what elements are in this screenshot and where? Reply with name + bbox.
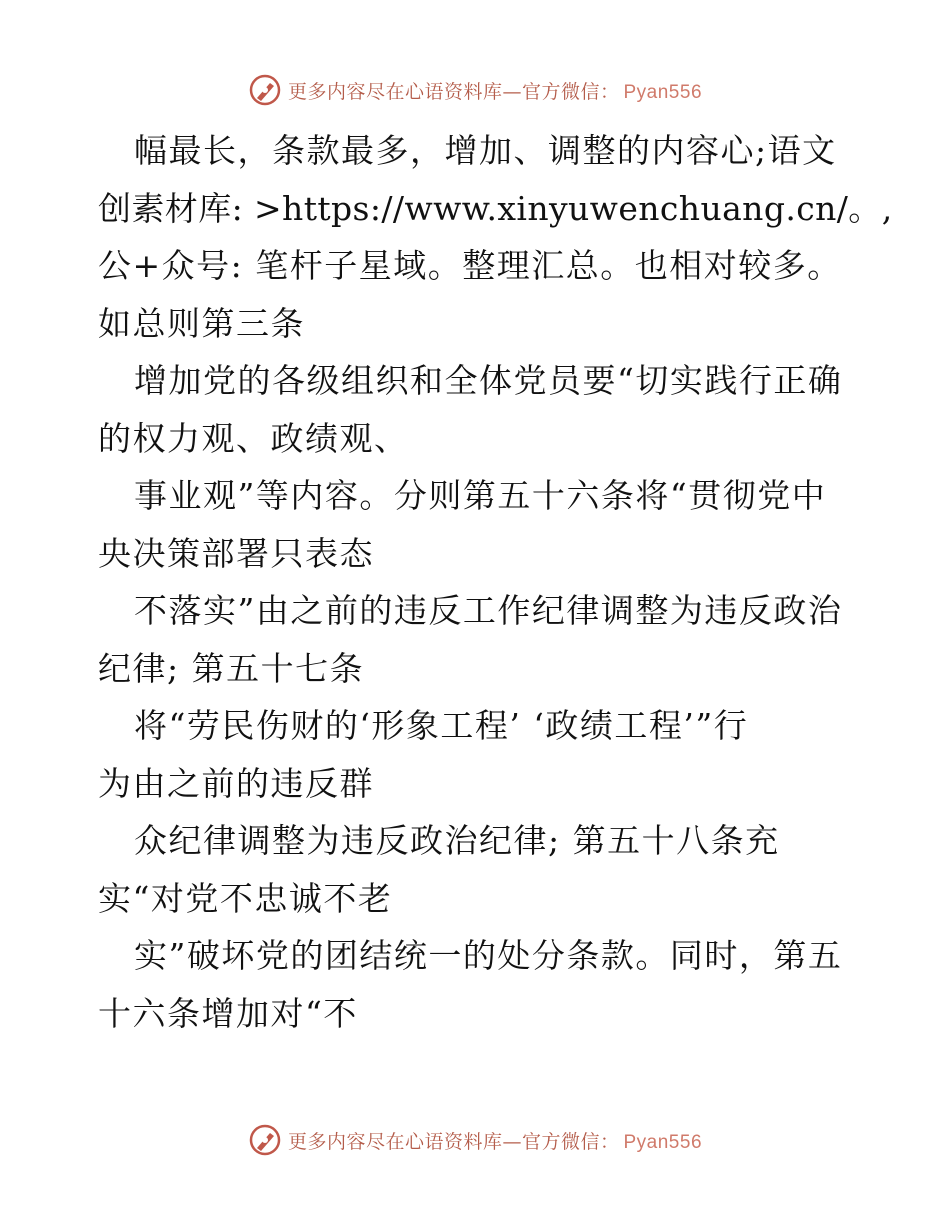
text-line: 实“对党不忠诚不老	[98, 878, 393, 918]
text-line: 十六条增加对“不	[98, 993, 358, 1033]
text-line: 为由之前的违反群	[98, 763, 374, 803]
text-line: 实”破坏党的团结统一的处分条款。同时，第五	[134, 936, 843, 975]
text-line: 将“劳民伤财的‘形象工程’ ‘政绩工程’”行	[134, 706, 749, 745]
text-line: 公+众号: 笔杆子星域。整理汇总。也相对较多。	[98, 246, 842, 285]
text-line: 事业观”等内容。分则第五十六条将“贯彻党中	[134, 476, 827, 515]
text-line: 的权力观、政绩观、	[98, 418, 409, 458]
header-banner-text: 更多内容尽在心语资料库—官方微信： Pyan556	[287, 80, 703, 103]
text-line: 众纪律调整为违反政治纪律; 第五十八条充	[134, 821, 780, 860]
document-body	[98, 122, 893, 1042]
pen-logo-icon	[248, 73, 282, 107]
text-line: 不落实”由之前的违反工作纪律调整为违反政治	[134, 591, 843, 630]
header-banner	[0, 70, 950, 110]
footer-banner-text: 更多内容尽在心语资料库—官方微信： Pyan556	[287, 1130, 703, 1153]
text-line: 幅最长，条款最多，增加、调整的内容心;语文	[134, 131, 837, 170]
text-line: 央决策部署只表态	[98, 533, 374, 573]
text-line: 增加党的各级组织和全体党员要“切实践行正确	[134, 361, 843, 400]
footer-banner	[0, 1120, 950, 1160]
text-line: 创素材库: >https://www.xinyuwenchuang.cn/。,	[98, 188, 893, 228]
text-line: 如总则第三条	[98, 303, 305, 343]
pen-logo-icon	[248, 1123, 282, 1157]
text-line: 纪律; 第五十七条	[98, 648, 365, 688]
